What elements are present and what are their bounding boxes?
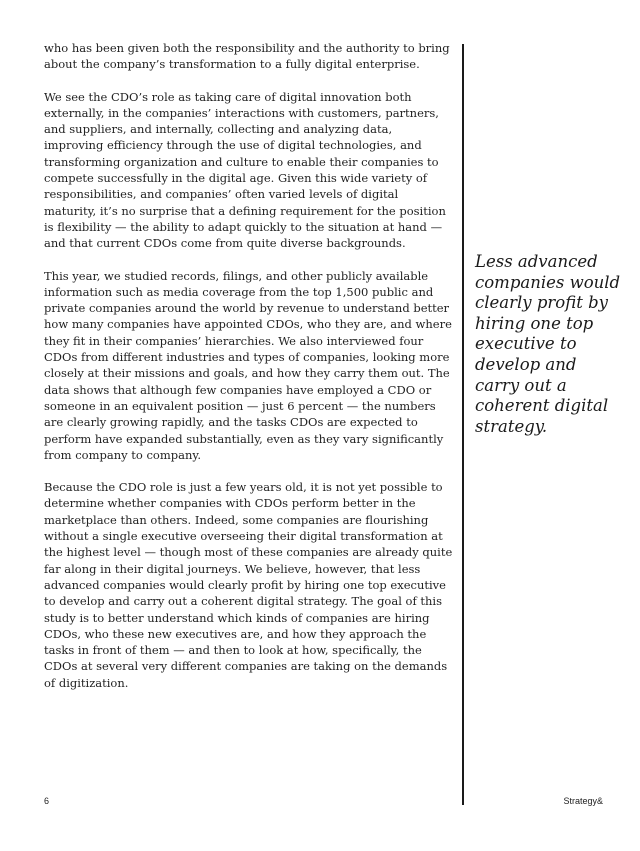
body-text-column (44, 40, 454, 707)
body-paragraph-4: Because the CDO role is just a few years old, it is not yet possible to determine whether companies with CDOs perform better in the marketplace than others. Indeed, some companies are flourishing without a single executive overseeing their digital transformation at the highest level — though most of these companies are already quite far along in their digital journeys. We believe, however, that less advanced companies would clearly profit by hiring one top executive to develop and carry out a coherent digital strategy. The goal of this study is to better understand which kinds of companies are hiring CDOs, who these new executives are, and how they approach the tasks in front of them — and then to look at how, specifically, the CDOs at several very different companies are taking on the demands of digitization. (44, 480, 453, 690)
body-paragraph-3: This year, we studied records, filings, and other publicly available information such as media coverage from the top 1,500 public and private companies around the world by revenue to understand better how many companies have appointed CDOs, who they are, and where they fit in their companies’ hierarchies. We also interviewed four CDOs from different industries and types of companies, looking more closely at their missions and goals, and how they carry them out. The data shows that although few companies have employed a CDO or someone in an equivalent position — just 6 percent — the numbers are clearly growing rapidly, and the tasks CDOs are expected to perform have expanded substantially, even as they vary significantly from company to company. (44, 268, 452, 462)
brand-footer: Strategy& (563, 796, 603, 806)
body-paragraph-1: who has been given both the responsibility and the authority to bring about the company’s transformation to a fully digital enterprise. (44, 41, 450, 72)
column-divider-rule (462, 44, 464, 805)
pull-quote: Less advanced companies would clearly profit by hiring one top executive to develop and carry out a coherent digital strategy. (475, 252, 621, 436)
body-paragraph-2: We see the CDO’s role as taking care of digital innovation both externally, in the companies’ interactions with customers, partners, and suppliers, and internally, collecting and analyzing data, improving efficiency through the use of digital technologies, and transforming organization and culture to enable their companies to compete successfully in the digital age. Given this wide variety of responsibilities, and companies’ often varied levels of digital maturity, it’s no surprise that a defining requirement for the position is flexibility — the ability to adapt quickly to the situation at hand — and that current CDOs come from quite diverse backgrounds. (44, 89, 446, 251)
page-number: 6 (44, 796, 50, 806)
